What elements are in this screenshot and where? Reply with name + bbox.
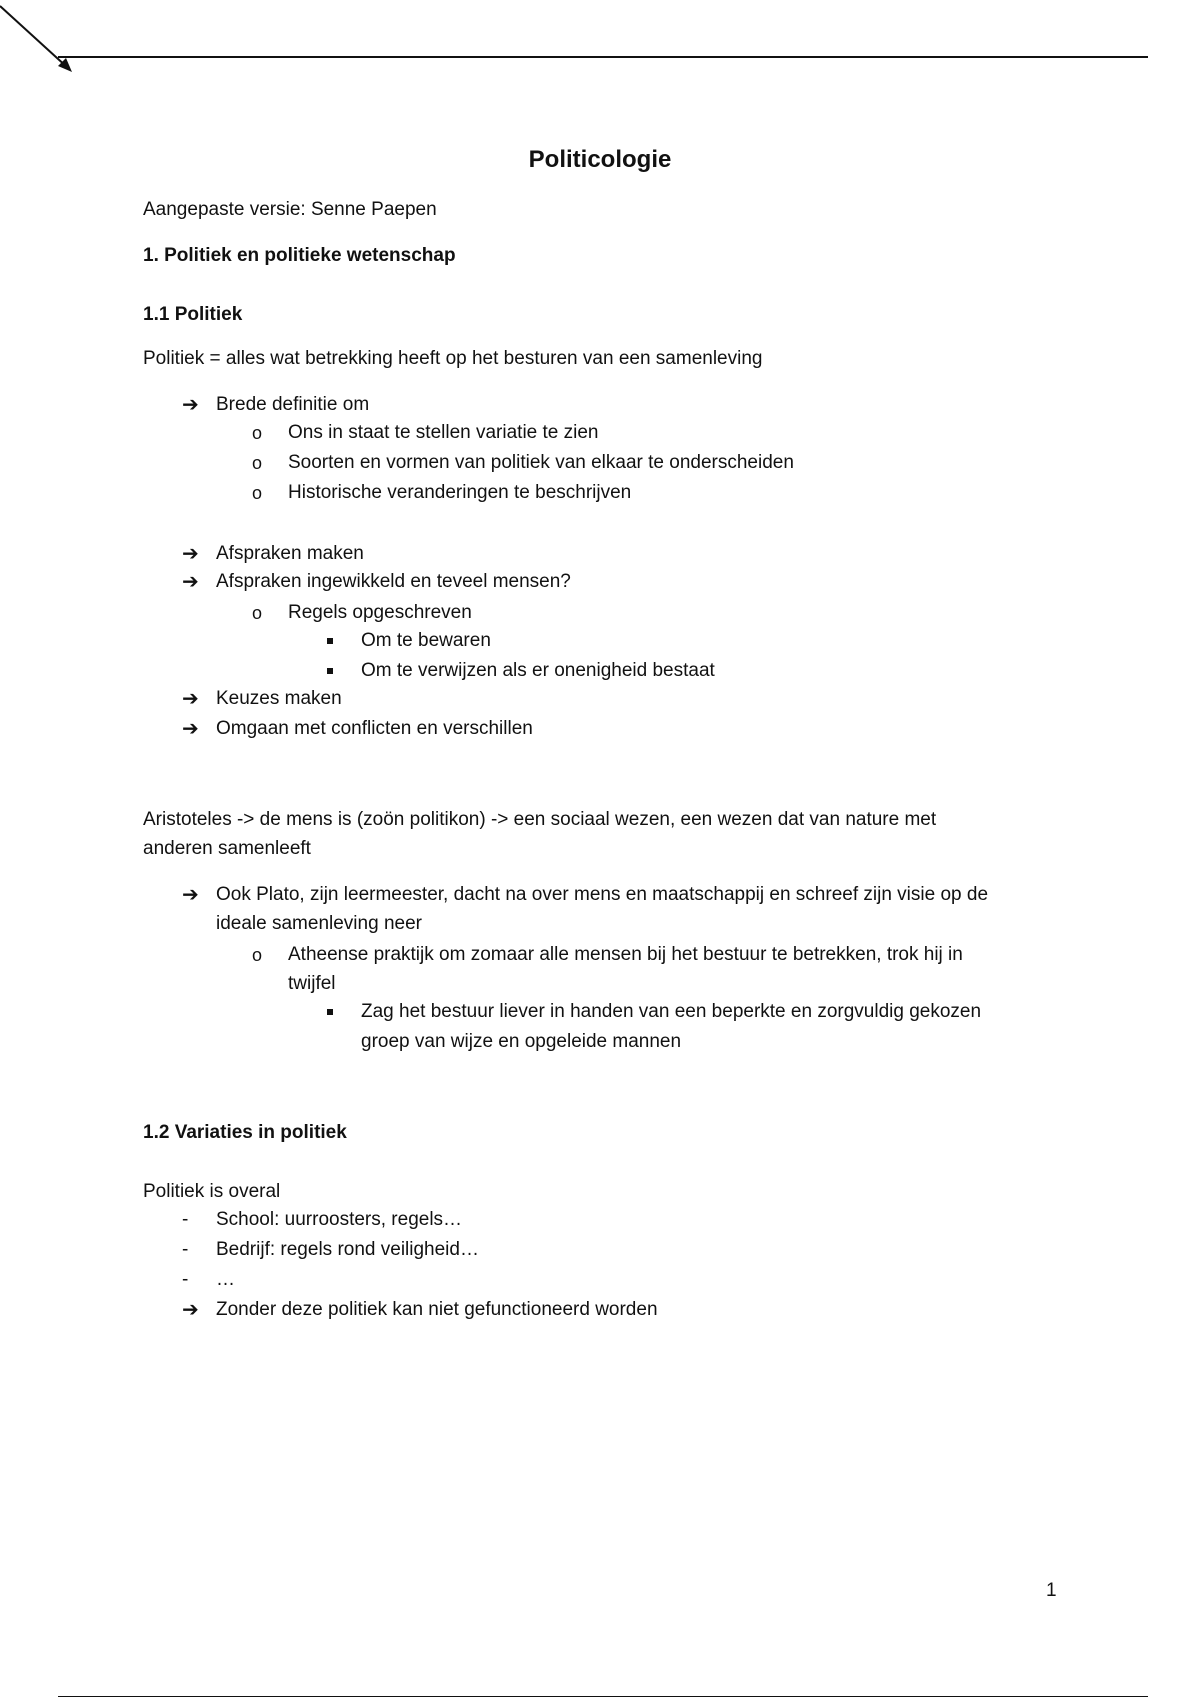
arrow-bullet-icon: ➔ <box>182 543 199 565</box>
arrow-bullet-icon: ➔ <box>182 718 199 740</box>
list-item: School: uurroosters, regels… <box>216 1209 463 1230</box>
corner-arrow-icon <box>0 0 80 80</box>
politiek-definition: Politiek = alles wat betrekking heeft op het besturen van een samenleving <box>143 348 763 369</box>
list-item: Historische veranderingen te beschrijven <box>288 482 632 503</box>
arrow-bullet-icon: ➔ <box>182 688 199 710</box>
circle-bullet-icon: o <box>252 483 263 503</box>
variaties-intro: Politiek is overal <box>143 1181 281 1202</box>
list-item-continuation: twijfel <box>288 973 336 994</box>
arrow-bullet-icon: ➔ <box>182 394 199 416</box>
list-item: Ons in staat te stellen variatie te zien <box>288 422 599 443</box>
list-item: Om te verwijzen als er onenigheid bestaat <box>361 660 715 681</box>
aristoteles-line-1: Aristoteles -> de mens is (zoön politikon) -> een sociaal wezen, een wezen dat van nature met <box>143 809 937 830</box>
document-title: Politicologie <box>528 146 672 173</box>
section-heading-1-2: 1.2 Variaties in politiek <box>143 1122 347 1143</box>
footer-rule <box>58 1696 1148 1697</box>
list-item-continuation: groep van wijze en opgeleide mannen <box>361 1031 682 1052</box>
circle-bullet-icon: o <box>252 423 263 443</box>
list-item: Atheense praktijk om zomaar alle mensen bij het bestuur te betrekken, trok hij in <box>288 944 963 965</box>
aristoteles-line-2: anderen samenleeft <box>143 838 311 859</box>
list-item: Afspraken ingewikkeld en teveel mensen? <box>216 571 571 592</box>
list-item: Ook Plato, zijn leermeester, dacht na over mens en maatschappij en schreef zijn visie op de <box>216 884 989 905</box>
circle-bullet-icon: o <box>252 453 263 473</box>
list-item-continuation: ideale samenleving neer <box>216 913 422 934</box>
section-heading-1-1: 1.1 Politiek <box>143 304 243 325</box>
dash-bullet-icon: - <box>182 1209 189 1230</box>
list-item: Zonder deze politiek kan niet gefunctioneerd worden <box>216 1299 658 1320</box>
list-item: Keuzes maken <box>216 688 342 709</box>
section-heading-1: 1. Politiek en politieke wetenschap <box>143 245 456 266</box>
dash-bullet-icon: - <box>182 1239 189 1260</box>
square-bullet-icon <box>327 638 333 644</box>
document-subtitle: Aangepaste versie: Senne Paepen <box>143 199 437 220</box>
list-item: Om te bewaren <box>361 630 491 651</box>
dash-bullet-icon: - <box>182 1269 189 1290</box>
list-item: Soorten en vormen van politiek van elkaar te onderscheiden <box>288 452 794 473</box>
page-number: 1 <box>1046 1580 1057 1601</box>
list-item: … <box>216 1269 235 1290</box>
square-bullet-icon <box>327 1009 333 1015</box>
list-item: Regels opgeschreven <box>288 602 472 623</box>
list-item: Zag het bestuur liever in handen van een beperkte en zorgvuldig gekozen <box>361 1001 982 1022</box>
list-item: Brede definitie om <box>216 394 370 415</box>
circle-bullet-icon: o <box>252 945 263 965</box>
list-item: Afspraken maken <box>216 543 364 564</box>
list-item: Bedrijf: regels rond veiligheid… <box>216 1239 479 1260</box>
list-item: Omgaan met conflicten en verschillen <box>216 718 533 739</box>
arrow-bullet-icon: ➔ <box>182 571 199 593</box>
square-bullet-icon <box>327 668 333 674</box>
arrow-bullet-icon: ➔ <box>182 1299 199 1321</box>
circle-bullet-icon: o <box>252 603 263 623</box>
header-rule <box>58 56 1148 58</box>
arrow-bullet-icon: ➔ <box>182 884 199 906</box>
